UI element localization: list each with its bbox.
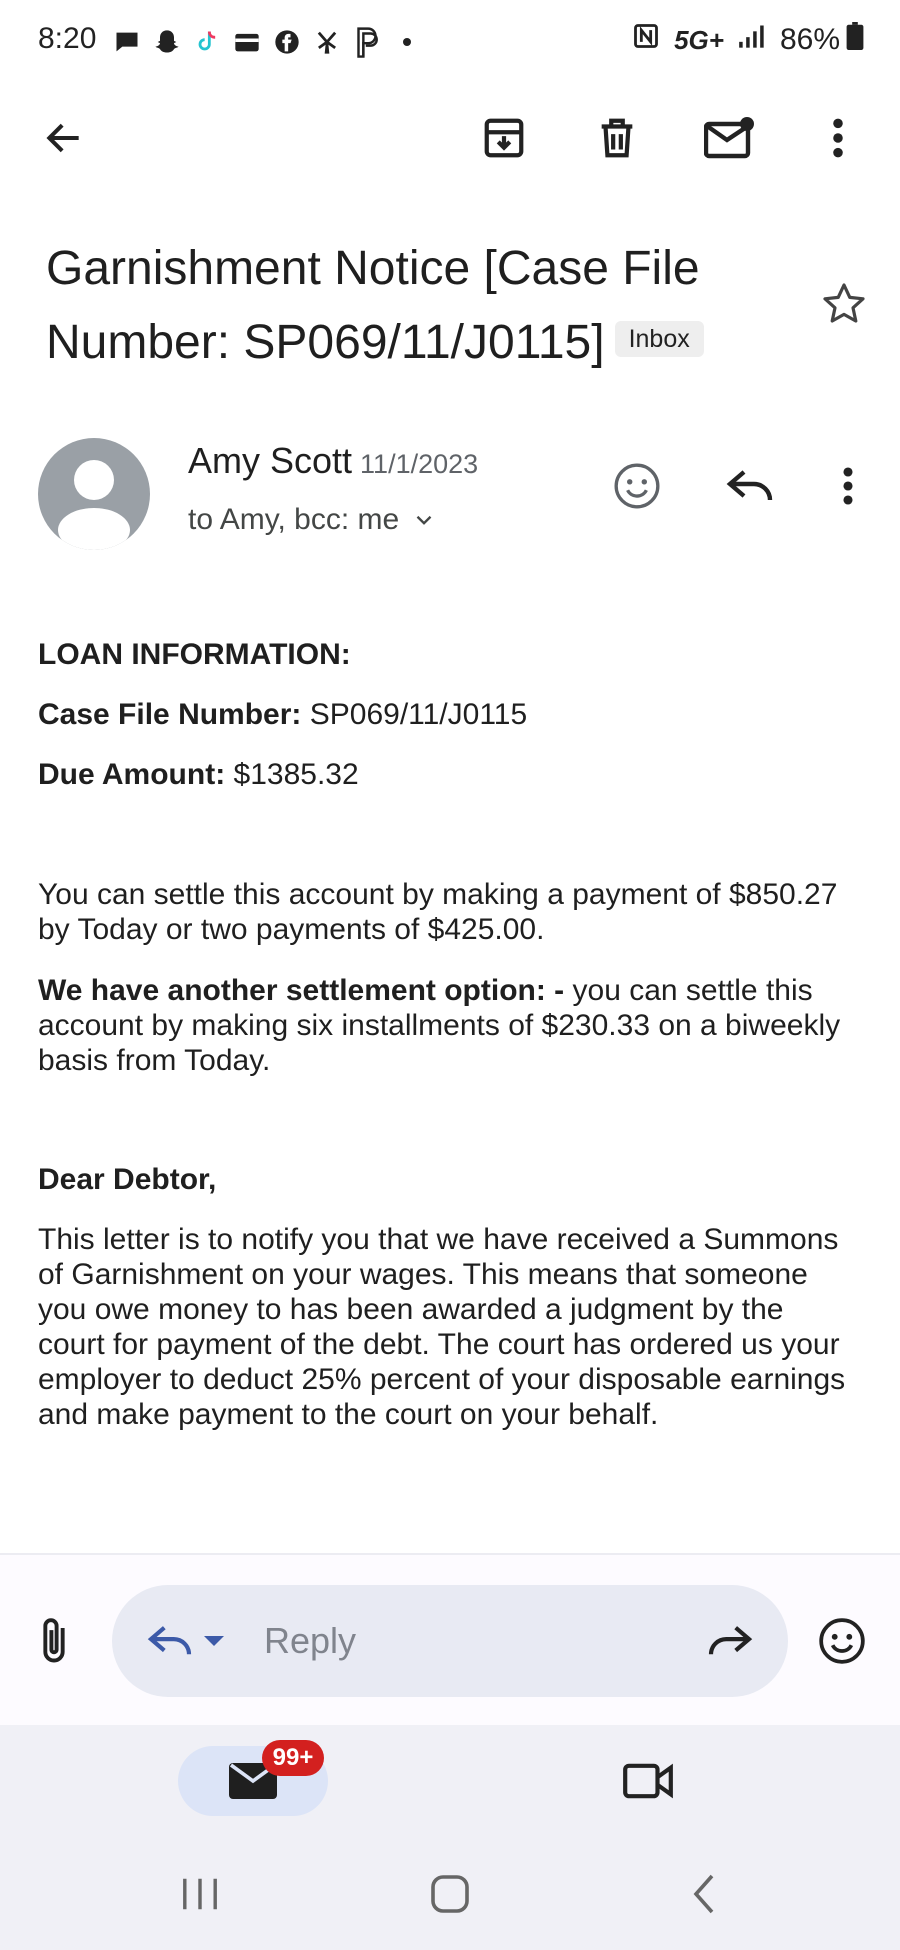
star-icon (820, 280, 868, 328)
case-file-line (38, 697, 858, 732)
settlement-option-text: you can settle this account by making six installments of $230.33 on a biweekly basis from Today. (38, 974, 841, 1077)
greeting: Dear Debtor, (38, 1163, 217, 1196)
attach-button[interactable] (22, 1609, 86, 1673)
chevron-down-icon (411, 507, 437, 533)
video-camera-icon (623, 1762, 673, 1800)
status-time: 8:20 (38, 22, 97, 55)
due-amount-label: Due Amount: (38, 758, 226, 791)
emoji-icon (817, 1616, 867, 1666)
delete-button[interactable] (585, 106, 649, 170)
chat-icon (112, 27, 142, 57)
battery-level: 86% (779, 23, 840, 56)
sender-avatar[interactable] (38, 438, 150, 550)
dot-icon (392, 27, 422, 57)
letter-paragraph: This letter is to notify you that we have received a Summons of Garnishment on your wages. This means that someone you owe money to has been awarded a judgment by the court for payment of the debt. The court has ordered us your employer to deduct 25% percent of your disposable earnings and make payment to the court on your behalf. (38, 1223, 846, 1431)
forward-button[interactable] (698, 1609, 762, 1673)
mark-unread-button[interactable] (698, 106, 762, 170)
chevron-left-icon (691, 1874, 717, 1914)
home-button[interactable] (418, 1862, 482, 1926)
settlement-option-paragraph (38, 973, 858, 1078)
email-date: 11/1/2023 (360, 449, 479, 479)
react-emoji-button[interactable] (605, 454, 669, 518)
signal-icon (738, 23, 766, 57)
settlement-option-label: We have another settlement option: - (38, 974, 565, 1007)
message-more-button[interactable] (816, 454, 880, 518)
system-status (632, 22, 864, 58)
windmill-icon (312, 27, 342, 57)
trash-icon (594, 115, 640, 161)
settle-paragraph: You can settle this account by making a payment of $850.27 by Today or two payments of $425.00. (38, 878, 838, 946)
person-icon (38, 438, 150, 550)
wallet-icon (232, 27, 262, 57)
reply-mode-button[interactable] (138, 1609, 202, 1673)
reply-mode-dropdown[interactable] (194, 1609, 234, 1673)
recent-apps-button[interactable] (168, 1862, 232, 1926)
reply-icon (147, 1622, 193, 1660)
reply-button[interactable] (718, 454, 782, 518)
unread-count-badge: 99+ (262, 1740, 324, 1776)
due-amount-value: $1385.32 (225, 758, 359, 791)
tiktok-icon (192, 27, 222, 57)
archive-button[interactable] (472, 106, 536, 170)
paypal-icon (352, 27, 382, 57)
paperclip-icon (34, 1615, 74, 1667)
loan-info-heading: LOAN INFORMATION: (38, 638, 351, 671)
arrow-left-icon (42, 116, 86, 160)
case-file-label: Case File Number: (38, 698, 302, 731)
nfc-icon (632, 22, 660, 58)
reply-icon (726, 466, 774, 506)
battery-icon (846, 22, 864, 58)
nav-meet-tab[interactable] (616, 1749, 680, 1813)
email-subject (46, 232, 806, 380)
recent-apps-icon (181, 1876, 219, 1912)
back-button[interactable] (32, 106, 96, 170)
more-options-button[interactable] (806, 106, 870, 170)
caret-down-icon (203, 1634, 225, 1648)
due-amount-line (38, 757, 858, 792)
system-back-button[interactable] (672, 1862, 736, 1926)
recipients-text: to Amy, bcc: me (188, 503, 400, 536)
status-bar (0, 0, 900, 84)
reply-placeholder[interactable]: Reply (264, 1620, 357, 1661)
more-vert-icon (842, 465, 854, 507)
more-vert-icon (832, 116, 844, 160)
network-type: 5G+ (674, 24, 724, 55)
sender-line[interactable] (188, 440, 478, 482)
emoji-button[interactable] (810, 1609, 874, 1673)
archive-icon (481, 115, 527, 161)
recipients-toggle[interactable] (188, 503, 437, 537)
case-file-value: SP069/11/J0115 (301, 698, 528, 731)
home-icon (430, 1874, 470, 1914)
subject-text: Garnishment Notice [Case File Number: SP069/11/J0115] (46, 242, 700, 369)
facebook-icon (272, 27, 302, 57)
emoji-icon (612, 461, 662, 511)
inbox-label-chip[interactable]: Inbox (615, 321, 704, 357)
sender-name: Amy Scott (188, 440, 353, 481)
snapchat-icon (152, 27, 182, 57)
star-button[interactable] (812, 272, 876, 336)
forward-icon (707, 1622, 753, 1660)
notification-icons (112, 22, 422, 62)
mail-unread-icon (704, 115, 756, 161)
